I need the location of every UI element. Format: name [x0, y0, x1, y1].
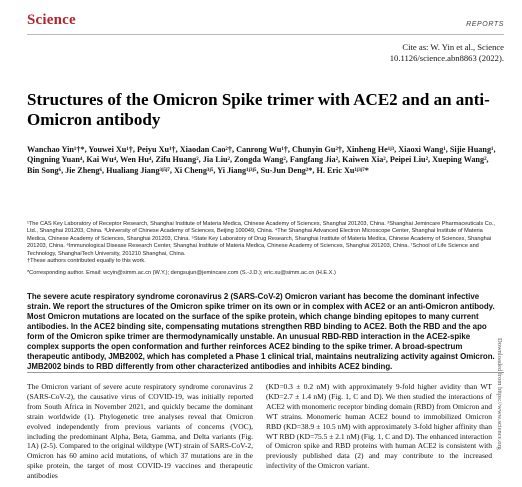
download-side-note: Downloaded from https://www.science.org: [496, 338, 503, 450]
section-label: REPORTS: [466, 21, 504, 28]
citation-block: [390, 42, 504, 64]
equal-contribution-note: †These authors contributed equally to this work.: [27, 258, 146, 265]
affiliations: ¹The CAS Key Laboratory of Receptor Research, Shanghai Institute of Materia Medica, Chinese Academy of Sciences, Shanghai 201203, China. ²Shanghai Jemincare Pharmaceuticals Co., Ltd., Shanghai 201203, China. ³University of Chinese Academy of Sciences, Beijing 100049, China. ⁴The Shanghai Advanced Electron Microscope Center, Shanghai Institute of Materia Medica, Chinese Academy of Sciences, Shanghai 201203, China. ⁵State Key Laboratory of Drug Research, Shanghai Institute of Materia Medica, Chinese Academy of Sciences, Shanghai 201203, China. ⁶Immunological Disease Research Center, Shanghai Institute of Materia Medica, Chinese Academy of Sciences, Shanghai 201203, China. ⁷School of Life Science and Technology, ShanghaiTech University, 201210 Shanghai, China.: [27, 221, 495, 257]
corresponding-author: *Corresponding author. Email: wcyin@simm.ac.cn (W.Y.); dengsujun@jemincare.com (S.-J.D.); eric.xu@simm.ac.cn (H.E.X.): [27, 270, 336, 277]
doi-link[interactable]: 10.1126/science.abn8863 (2022).: [389, 53, 504, 63]
affiliations-block: [27, 221, 502, 278]
header-divider: [27, 34, 504, 35]
article-title: Structures of the Omicron Spike trimer with ACE2 and an anti-Omicron antibody: [27, 90, 490, 129]
body-column-left: The Omicron variant of severe acute respiratory syndrome coronavirus 2 (SARS-CoV-2), the causative virus of COVID-19, was initially reported from South Africa in November 2021, and quickly became the dominant strain worldwide (1). Phylogenetic tree analyses reveal that Omicron evolved independently from previous variants of concerns (VOC), including the predominant Alpha, Beta, Gamma, and Delta variants (Fig. 1A) (2-5). Compared to the original wildtype (WT) strain of SARS-CoV-2, Omicron has 60 amino acid mutations, of which 37 mutations are in the spike protein, the target of most COVID-19 vaccines and therapeutic antibodies: [27, 382, 253, 481]
abstract: The severe acute respiratory syndrome coronavirus 2 (SARS-CoV-2) Omicron variant has become the dominant infective strain. We report the structures of the Omicron spike trimer on its own or in complex with ACE2 or an anti-Omicron antibody. Most Omicron mutations are located on the surface of the spike protein, which change binding epitopes to many current antibodies. In the ACE2 binding site, compensating mutations strengthen RBD binding to ACE2. Both the RBD and the apo form of the Omicron spike trimer are thermodynamically unstable. An unusual RBD-RBD interaction in the ACE2-spike complex supports the open conformation and further reinforces ACE2 binding to the spike trimer. A broad-spectrum therapeutic antibody, JMB2002, which has completed a Phase 1 clinical trial, maintains neutralizing activity against Omicron. JMB2002 binds to RBD differently from other characterized antibodies and inhibits ACE2 binding.: [27, 292, 495, 371]
journal-logo[interactable]: Science: [27, 12, 76, 28]
abstract-divider: [27, 372, 504, 373]
body-column-right: (KD=0.3 ± 0.2 nM) with approximately 9-fold higher avidity than WT (KD=2.7 ± 1.4 nM) (Fig. 1, C and D). We then studied the interactions of ACE2 with monomeric receptor binding domain (RBD) from Omicron and WT strains. Monomeric human ACE2 bound to immobilized Omicron RBD (KD=38.9 ± 10.5 nM) with approximately 3-fold higher affinity than WT RBD (KD=75.5 ± 2.1 nM) (Fig. 1, C and D). The enhanced interaction of Omicron spike and RBD proteins with human ACE2 is consistent with previously published data (2) and may contribute to the increased infectivity of the Omicron variant.: [266, 382, 492, 471]
author-list: Wanchao Yin¹†*, Youwei Xu¹†, Peiyu Xu¹†, Xiaodan Cao²†, Canrong Wu¹†, Chunyin Gu²†, Xinheng He¹ʲ³, Xiaoxi Wang¹, Sijie Huang¹, Qingning Yuan⁴, Kai Wu⁴, Wen Hu⁴, Zifu Huang², Jia Liu², Zongda Wang², Fangfang Jia², Kaiwen Xia², Peipei Liu², Xueping Wang², Bin Song⁶, Jie Zheng⁶, Hualiang Jiang³ʲ⁵ʲ⁷, Xi Cheng³ʲ⁵, Yi Jiang¹ʲ³ʲ⁵, Su-Jun Deng²*, H. Eric Xu¹ʲ³ʲ⁷*: [27, 145, 496, 175]
citation-line: Cite as: W. Yin et al., Science: [402, 42, 504, 52]
